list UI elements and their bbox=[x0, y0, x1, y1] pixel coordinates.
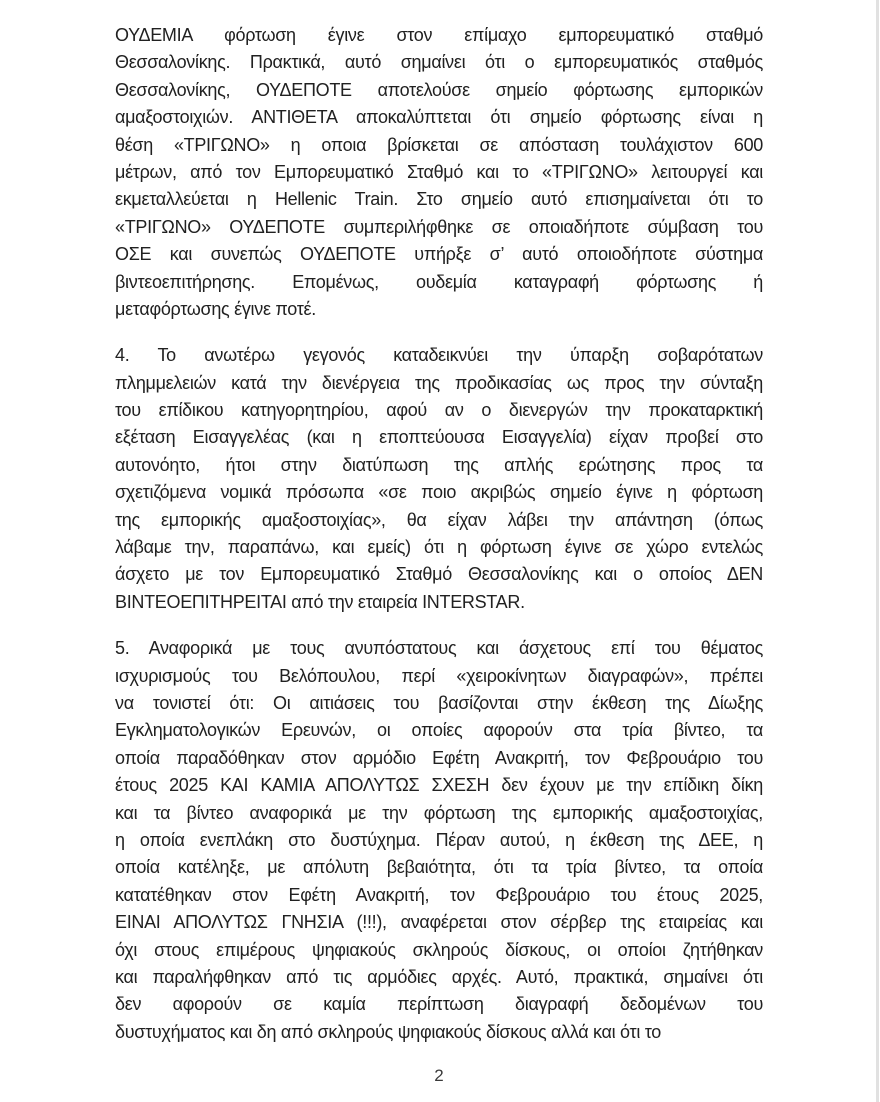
text-line: της εμπορικής αμαξοστοιχίας», θα είχαν λάβει την απάντηση (όπως bbox=[115, 509, 763, 530]
text-line: άσχετο με τον Εμπορευματικό Σταθμό Θεσσαλονίκης και ο οποίος ΔΕΝ bbox=[115, 564, 763, 585]
text-line: του επίδικου κατηγορητηρίου, αφού αν ο διενεργών την προκαταρκτική bbox=[115, 400, 763, 421]
text-line: Θεσσαλονίκης, ΟΥΔΕΠΟΤΕ αποτελούσε σημείο φόρτωσης εμπορικών bbox=[115, 79, 763, 100]
text-line: δυστυχήματος και δη από σκληρούς ψηφιακούς δίσκους αλλά και ότι το bbox=[115, 1021, 661, 1042]
document-body bbox=[115, 22, 763, 1065]
text-line: πλημμελειών κατά την διενέργεια της προδικασίας ως προς την σύνταξη bbox=[115, 372, 763, 393]
text-line: κατατέθηκαν στον Εφέτη Ανακριτή, τον Φεβρουάριο του έτους 2025, bbox=[115, 884, 763, 905]
text-line: η οποία ενεπλάκη στο δυστύχημα. Πέραν αυτού, η έκθεση της ΔΕΕ, η bbox=[115, 829, 763, 850]
text-line: δεν αφορούν σε καμία περίπτωση διαγραφή δεδομένων του bbox=[115, 994, 763, 1015]
text-line: μεταφόρτωσης έγινε ποτέ. bbox=[115, 298, 316, 319]
text-line: και τα βίντεο αναφορικά με την φόρτωση της εμπορικής αμαξοστοιχίας, bbox=[115, 802, 763, 823]
text-line: να τονιστεί ότι: Οι αιτιάσεις του βασίζονται στην έκθεση της Δίωξης bbox=[115, 692, 763, 713]
text-line: 4. Το ανωτέρω γεγονός καταδεικνύει την ύπαρξη σοβαρότατων bbox=[115, 345, 763, 366]
text-line: Εγκληματολογικών Ερευνών, οι οποίες αφορούν στα τρία βίντεο, τα bbox=[115, 720, 763, 741]
text-line: όχι στους επιμέρους ψηφιακούς σκληρούς δίσκους, οι οποίοι ζητήθηκαν bbox=[115, 939, 763, 960]
text-line: ΒΙΝΤΕΟΕΠΙΤΗΡΕΙΤΑΙ από την εταιρεία INTERSTAR. bbox=[115, 591, 525, 612]
paragraph bbox=[115, 342, 763, 616]
text-line: ΕΙΝΑΙ ΑΠΟΛΥΤΩΣ ΓΝΗΣΙΑ (!!!), αναφέρεται στον σέρβερ της εταιρείας και bbox=[115, 912, 763, 933]
text-line: μέτρων, από τον Εμπορευματικό Σταθμό και το «ΤΡΙΓΩΝΟ» λειτουργεί και bbox=[115, 161, 763, 182]
paragraph bbox=[115, 22, 763, 323]
text-line: ισχυρισμούς του Βελόπουλου, περί «χειροκίνητων διαγραφών», πρέπει bbox=[115, 665, 763, 686]
text-line: αμαξοστοιχιών. ΑΝΤΙΘΕΤΑ αποκαλύπτεται ότι σημείο φόρτωσης είναι η bbox=[115, 107, 763, 128]
paragraph bbox=[115, 635, 763, 1046]
page-footer bbox=[115, 1064, 763, 1088]
text-line: αυτονόητο, ήτοι στην διατύπωση της απλής ερώτησης προς τα bbox=[115, 454, 763, 475]
text-line: 5. Αναφορικά με τους ανυπόστατους και άσχετους επί του θέματος bbox=[115, 638, 763, 659]
text-line: Θεσσαλονίκης. Πρακτικά, αυτό σημαίνει ότι ο εμπορευματικός σταθμός bbox=[115, 52, 763, 73]
text-line: έτους 2025 ΚΑΙ ΚΑΜΙΑ ΑΠΟΛΥΤΩΣ ΣΧΕΣΗ δεν έχουν με την επίδικη δίκη bbox=[115, 775, 763, 796]
text-line: λάβαμε την, παραπάνω, και εμείς) ότι η φόρτωση έγινε σε χώρο εντελώς bbox=[115, 537, 763, 558]
text-line: ΟΥΔΕΜΙΑ φόρτωση έγινε στον επίμαχο εμπορευματικό σταθμό bbox=[115, 25, 763, 45]
text-line: εκμεταλλεύεται η Hellenic Train. Στο σημείο αυτό επισημαίνεται ότι το bbox=[115, 189, 763, 210]
text-line: «ΤΡΙΓΩΝΟ» ΟΥΔΕΠΟΤΕ συμπεριλήφθηκε σε οποιαδήποτε σύμβαση του bbox=[115, 216, 763, 237]
text-line: οποία κατέληξε, με απόλυτη βεβαιότητα, ότι τα τρία βίντεο, τα οποία bbox=[115, 857, 763, 878]
scan-edge-artifact bbox=[876, 0, 879, 1102]
text-line: ΟΣΕ και συνεπώς ΟΥΔΕΠΟΤΕ υπήρξε σ’ αυτό οποιοδήποτε σύστημα bbox=[115, 244, 763, 265]
text-line: βιντεοεπιτήρησης. Επομένως, ουδεμία καταγραφή φόρτωσης ή bbox=[115, 271, 763, 292]
text-line: οποία παραδόθηκαν στον αρμόδιο Εφέτη Ανακριτή, τον Φεβρουάριο του bbox=[115, 747, 763, 768]
text-line: σχετιζόμενα νομικά πρόσωπα «σε ποιο ακριβώς σημείο έγινε η φόρτωση bbox=[115, 482, 763, 503]
text-line: και παραλήφθηκαν από τις αρμόδιες αρχές. Αυτό, πρακτικά, σημαίνει ότι bbox=[115, 966, 763, 987]
text-line: θέση «ΤΡΙΓΩΝΟ» η οποια βρίσκεται σε απόσταση τουλάχιστον 600 bbox=[115, 134, 763, 155]
text-line: εξέταση Εισαγγελέας (και η εποπτεύουσα Εισαγγελία) είχαν προβεί στο bbox=[115, 427, 763, 448]
page-number: 2 bbox=[434, 1066, 444, 1085]
